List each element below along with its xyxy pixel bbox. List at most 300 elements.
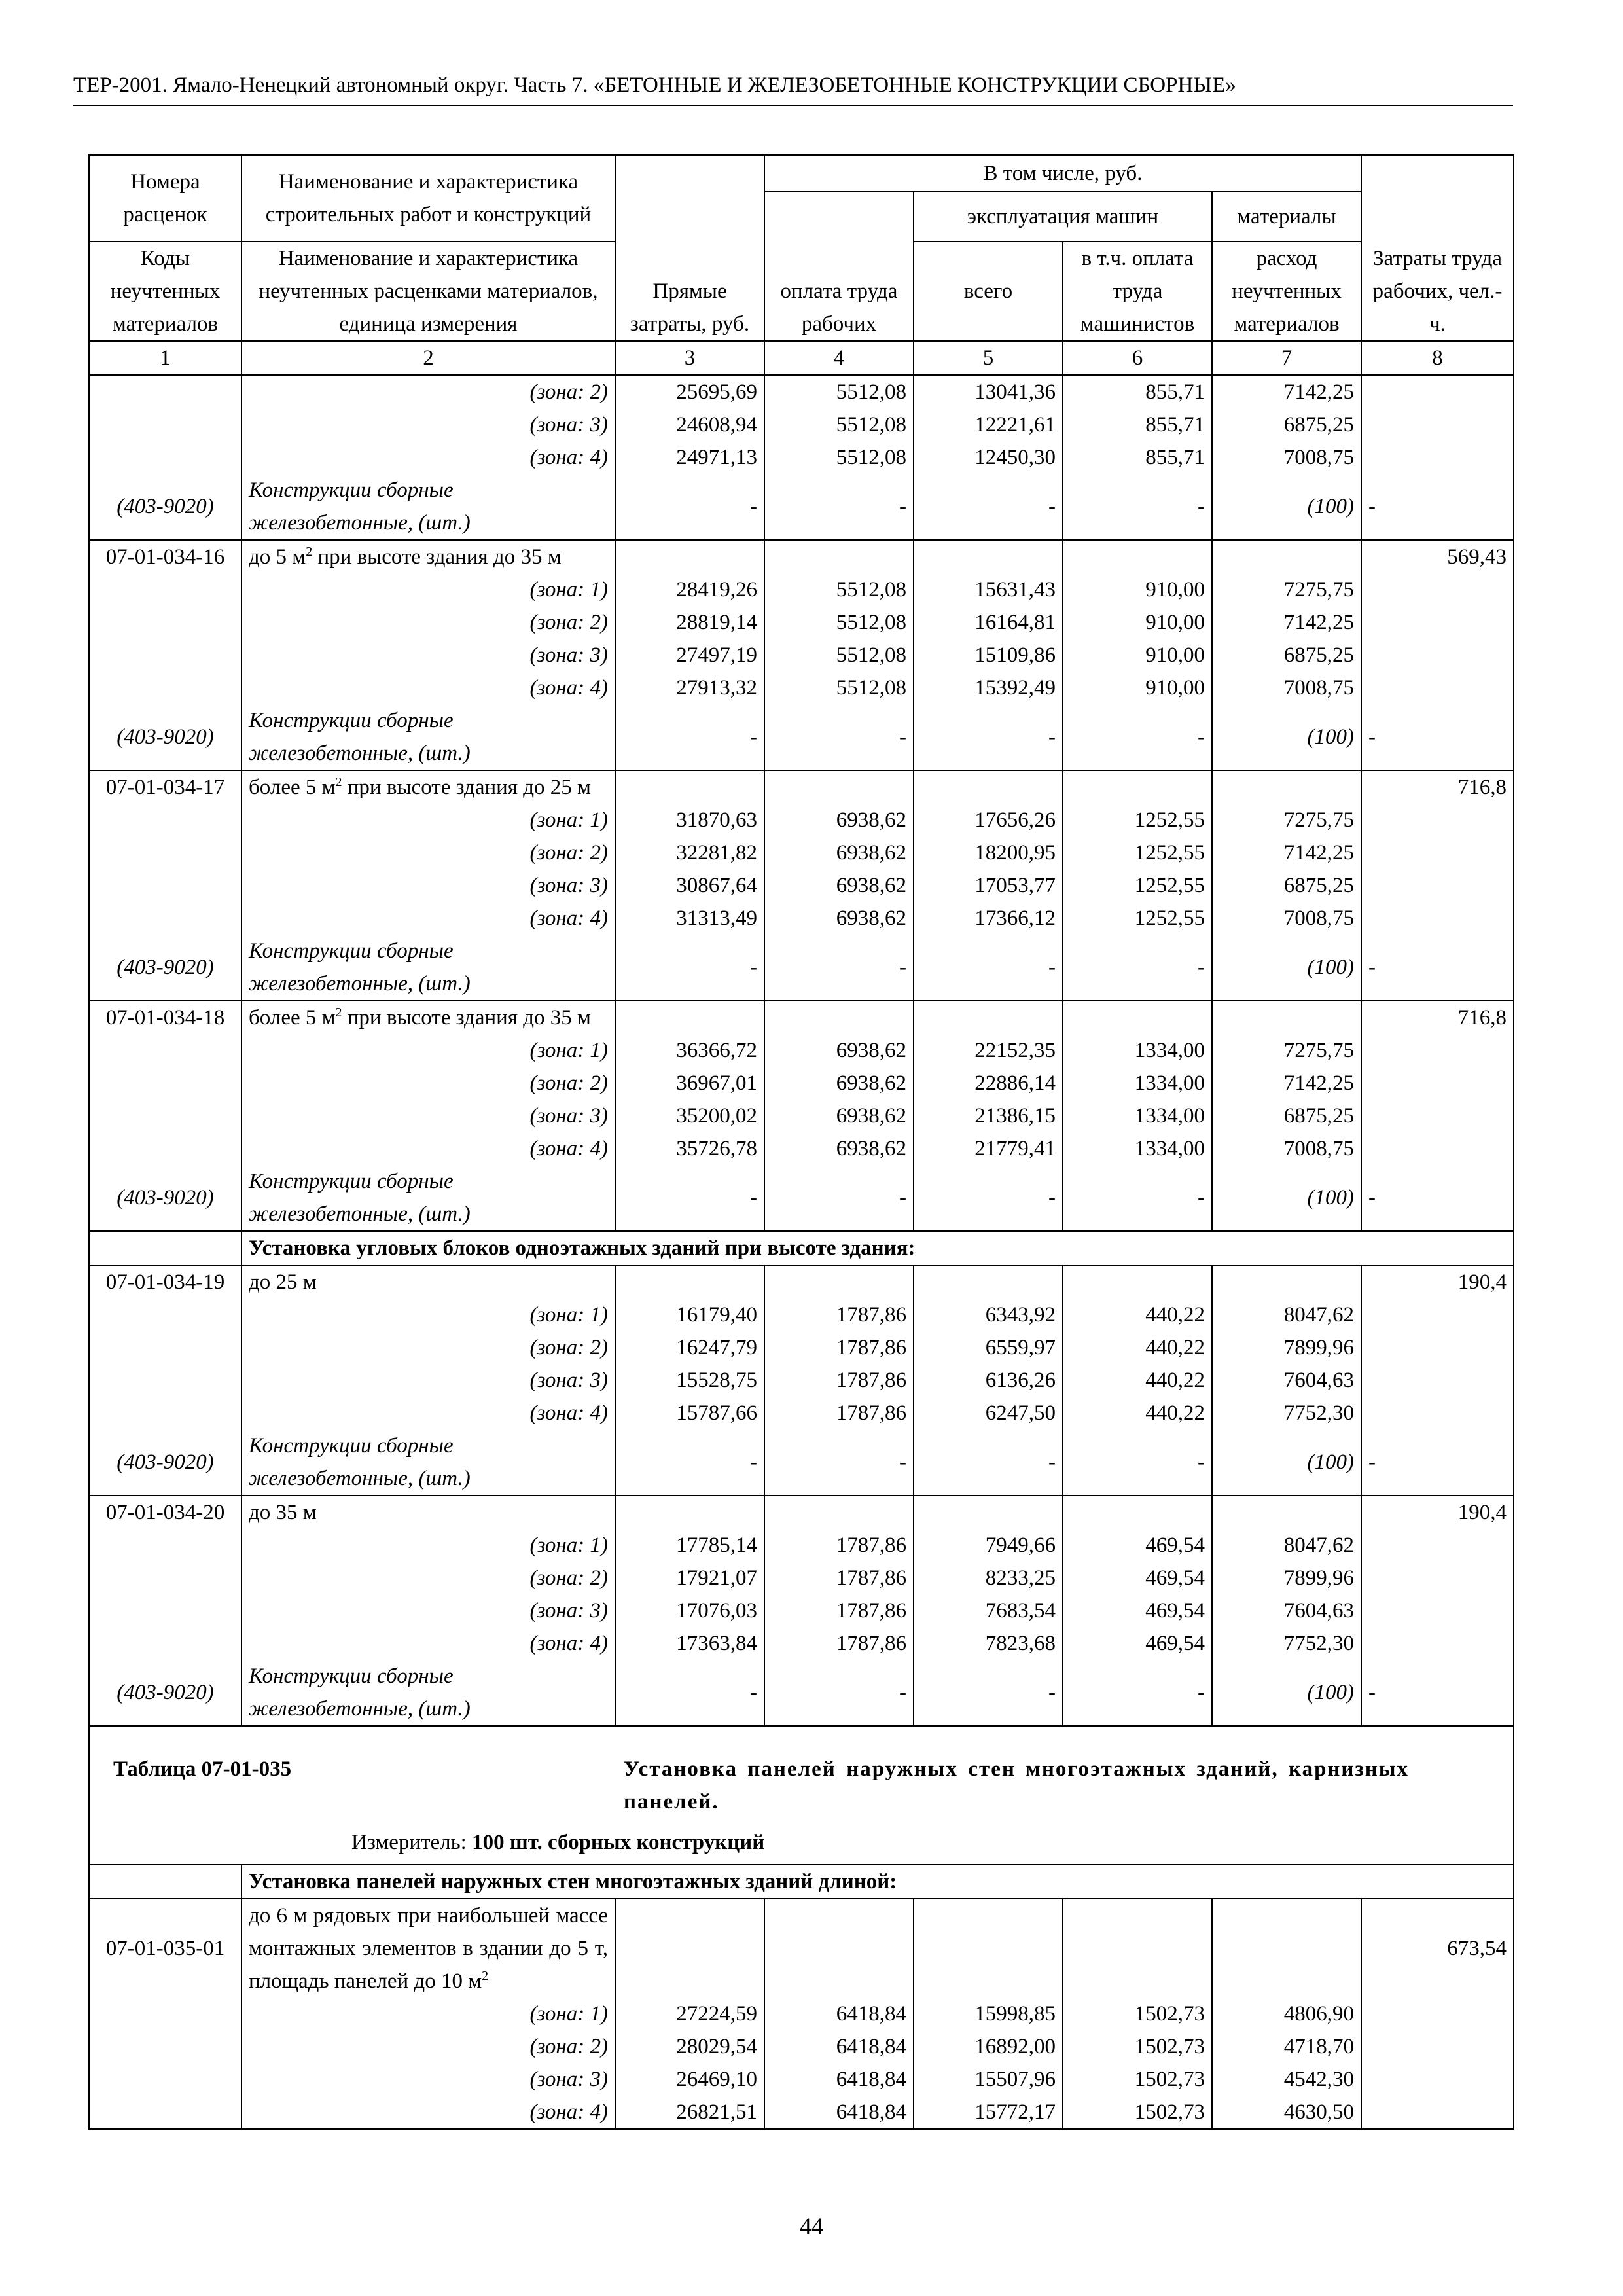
- machinist-pay: 469,54: [1063, 1627, 1212, 1660]
- machines-total: 15631,43: [914, 573, 1063, 606]
- column-number: 7: [1212, 341, 1361, 375]
- materials-cost: 7008,75: [1212, 1132, 1361, 1165]
- table-row: [89, 704, 1514, 770]
- empty-cell: [89, 836, 241, 869]
- machines-total: 7823,68: [914, 1627, 1063, 1660]
- materials-cost: 7142,25: [1212, 1067, 1361, 1100]
- machines-total: 22152,35: [914, 1034, 1063, 1067]
- empty-cell: [1361, 1132, 1514, 1165]
- table-title-block: [89, 1726, 1514, 1865]
- empty-cell: [89, 1100, 241, 1132]
- empty-cell: [1361, 836, 1514, 869]
- empty-cell: [615, 540, 764, 573]
- machines-total: 17053,77: [914, 869, 1063, 902]
- labor-pay: 1787,86: [764, 1331, 914, 1364]
- empty-cell: [1361, 1364, 1514, 1397]
- zone-label: (зона: 1): [241, 1299, 615, 1331]
- material-code: (403-9020): [89, 704, 241, 770]
- material-dash-direct: -: [615, 1660, 764, 1726]
- direct-cost: 24608,94: [615, 408, 764, 441]
- zone-label: (зона: 1): [241, 573, 615, 606]
- table-row: [89, 1496, 1514, 1529]
- labor-pay: 1787,86: [764, 1562, 914, 1594]
- table-row: [89, 1660, 1514, 1726]
- materials-cost: 4718,70: [1212, 2030, 1361, 2063]
- labor-pay: 6418,84: [764, 2030, 914, 2063]
- labor-pay: 6938,62: [764, 902, 914, 935]
- machines-total: 16892,00: [914, 2030, 1063, 2063]
- table-row: [89, 1364, 1514, 1397]
- material-dash-direct: -: [615, 474, 764, 540]
- zone-label: (зона: 2): [241, 2030, 615, 2063]
- empty-cell: [89, 1231, 241, 1265]
- empty-cell: [1212, 1496, 1361, 1529]
- empty-cell: [764, 1899, 914, 1998]
- labor-pay: 5512,08: [764, 573, 914, 606]
- table-row: [89, 770, 1514, 804]
- column-number: 4: [764, 341, 914, 375]
- material-dash-labor: -: [764, 704, 914, 770]
- machinist-pay: 910,00: [1063, 573, 1212, 606]
- machinist-pay: 1502,73: [1063, 2096, 1212, 2129]
- labor-pay: 6418,84: [764, 2063, 914, 2096]
- material-dash-labor-hours: -: [1361, 1660, 1514, 1726]
- zone-label: (зона: 4): [241, 2096, 615, 2129]
- empty-cell: [89, 804, 241, 836]
- machines-total: 15507,96: [914, 2063, 1063, 2096]
- material-dash-labor-hours: -: [1361, 935, 1514, 1001]
- empty-cell: [1361, 1034, 1514, 1067]
- col2a-header: Наименование и характеристика строительных работ и конструкций: [241, 155, 615, 242]
- empty-cell: [1361, 375, 1514, 408]
- direct-cost: 28419,26: [615, 573, 764, 606]
- materials-cost: 7142,25: [1212, 606, 1361, 639]
- empty-cell: [1361, 672, 1514, 704]
- empty-cell: [89, 1562, 241, 1594]
- unit-label: Измеритель:: [351, 1831, 473, 1854]
- materials-cost: 6875,25: [1212, 408, 1361, 441]
- table-row: [89, 1899, 1514, 1998]
- table-row: [89, 1331, 1514, 1364]
- empty-cell: [89, 902, 241, 935]
- direct-cost: 32281,82: [615, 836, 764, 869]
- table-row: [89, 1865, 1514, 1899]
- direct-cost: 28819,14: [615, 606, 764, 639]
- column-number: 5: [914, 341, 1063, 375]
- material-amount: (100): [1212, 1429, 1361, 1496]
- col2b-header: Наименование и характеристика неучтенных расценками материалов, единица измерения: [241, 242, 615, 341]
- material-dash-labor: -: [764, 935, 914, 1001]
- empty-cell: [764, 540, 914, 573]
- machinist-pay: 855,71: [1063, 441, 1212, 474]
- direct-cost: 31313,49: [615, 902, 764, 935]
- labor-pay: 6938,62: [764, 1034, 914, 1067]
- direct-cost: 25695,69: [615, 375, 764, 408]
- col6-header: в т.ч. оплата труда машинистов: [1063, 242, 1212, 341]
- machines-total: 6247,50: [914, 1397, 1063, 1429]
- labor-pay: 5512,08: [764, 672, 914, 704]
- empty-cell: [1361, 606, 1514, 639]
- empty-cell: [764, 770, 914, 804]
- material-dash-machines: -: [914, 1429, 1063, 1496]
- machines-header: эксплуатация машин: [914, 192, 1212, 242]
- empty-cell: [89, 2096, 241, 2129]
- direct-cost: 35726,78: [615, 1132, 764, 1165]
- materials-cost: 7008,75: [1212, 672, 1361, 704]
- machines-total: 7683,54: [914, 1594, 1063, 1627]
- table-row: [89, 1627, 1514, 1660]
- machinist-pay: 469,54: [1063, 1562, 1212, 1594]
- labor-hours: 673,54: [1361, 1899, 1514, 1998]
- col8-header: Затраты труда рабочих, чел.-ч.: [1361, 155, 1514, 341]
- empty-cell: [89, 1998, 241, 2030]
- table-row: [89, 836, 1514, 869]
- direct-cost: 36366,72: [615, 1034, 764, 1067]
- empty-cell: [89, 1594, 241, 1627]
- table-row: [89, 639, 1514, 672]
- table-row: [89, 540, 1514, 573]
- material-amount: (100): [1212, 704, 1361, 770]
- rate-code: 07-01-034-20: [89, 1496, 241, 1529]
- material-name: Конструкции сборные железобетонные, (шт.): [241, 1660, 615, 1726]
- material-dash-machinist: -: [1063, 1165, 1212, 1231]
- table-row: [89, 804, 1514, 836]
- incl-header: В том числе, руб.: [764, 155, 1361, 192]
- labor-pay: 6938,62: [764, 1100, 914, 1132]
- material-dash-machines: -: [914, 474, 1063, 540]
- machines-total: 21779,41: [914, 1132, 1063, 1165]
- table-row: [89, 1594, 1514, 1627]
- materials-cost: 7275,75: [1212, 804, 1361, 836]
- empty-cell: [1063, 540, 1212, 573]
- table-row: [89, 2096, 1514, 2129]
- material-name: Конструкции сборные железобетонные, (шт.): [241, 935, 615, 1001]
- direct-cost: 26469,10: [615, 2063, 764, 2096]
- material-dash-machinist: -: [1063, 1660, 1212, 1726]
- labor-pay: 1787,86: [764, 1627, 914, 1660]
- material-amount: (100): [1212, 474, 1361, 540]
- desc-text: до 5 м: [249, 545, 306, 569]
- empty-cell: [615, 1001, 764, 1034]
- machinist-pay: 1334,00: [1063, 1100, 1212, 1132]
- materials-cost: 7604,63: [1212, 1364, 1361, 1397]
- column-number: 2: [241, 341, 615, 375]
- material-amount: (100): [1212, 935, 1361, 1001]
- material-name: Конструкции сборные железобетонные, (шт.): [241, 474, 615, 540]
- material-dash-direct: -: [615, 935, 764, 1001]
- column-number: 1: [89, 341, 241, 375]
- machines-total: 18200,95: [914, 836, 1063, 869]
- empty-cell: [615, 1265, 764, 1299]
- zone-label: (зона: 3): [241, 1100, 615, 1132]
- material-code: (403-9020): [89, 1660, 241, 1726]
- table-row: [89, 1397, 1514, 1429]
- rate-code: 07-01-035-01: [89, 1899, 241, 1998]
- empty-cell: [89, 375, 241, 408]
- material-dash-machines: -: [914, 935, 1063, 1001]
- table-row: [89, 2063, 1514, 2096]
- empty-cell: [89, 1865, 241, 1899]
- direct-cost: 16247,79: [615, 1331, 764, 1364]
- empty-cell: [1361, 1627, 1514, 1660]
- rate-code: 07-01-034-18: [89, 1001, 241, 1034]
- empty-cell: [1361, 1100, 1514, 1132]
- table-row: [89, 1231, 1514, 1265]
- rate-description: [241, 1001, 615, 1034]
- material-dash-labor: -: [764, 1660, 914, 1726]
- direct-cost: 26821,51: [615, 2096, 764, 2129]
- material-dash-labor-hours: -: [1361, 1165, 1514, 1231]
- desc-text: более 5 м: [249, 776, 336, 799]
- material-dash-machinist: -: [1063, 474, 1212, 540]
- machines-total: 15392,49: [914, 672, 1063, 704]
- unit-line: [96, 1818, 1507, 1864]
- materials-cost: 7604,63: [1212, 1594, 1361, 1627]
- desc-text-end: при высоте здания до 35 м: [342, 1006, 591, 1030]
- column-number: 6: [1063, 341, 1212, 375]
- direct-cost: 28029,54: [615, 2030, 764, 2063]
- materials-cost: 4806,90: [1212, 1998, 1361, 2030]
- table-row: [89, 408, 1514, 441]
- rate-code: 07-01-034-19: [89, 1265, 241, 1299]
- empty-cell: [1361, 639, 1514, 672]
- zone-label: (зона: 1): [241, 1529, 615, 1562]
- rate-description: [241, 770, 615, 804]
- table-row: [89, 672, 1514, 704]
- desc-text-end: при высоте здания до 25 м: [342, 776, 591, 799]
- empty-cell: [89, 2063, 241, 2096]
- material-dash-machines: -: [914, 704, 1063, 770]
- materials-cost: 6875,25: [1212, 869, 1361, 902]
- materials-cost: 7275,75: [1212, 573, 1361, 606]
- zone-label: (зона: 3): [241, 2063, 615, 2096]
- zone-label: (зона: 4): [241, 1397, 615, 1429]
- zone-label: (зона: 3): [241, 408, 615, 441]
- direct-cost: 17076,03: [615, 1594, 764, 1627]
- empty-cell: [1361, 441, 1514, 474]
- machines-total: 15109,86: [914, 639, 1063, 672]
- machines-total: 7949,66: [914, 1529, 1063, 1562]
- empty-cell: [89, 672, 241, 704]
- empty-cell: [1063, 770, 1212, 804]
- zone-label: (зона: 4): [241, 1627, 615, 1660]
- machinist-pay: 1334,00: [1063, 1132, 1212, 1165]
- empty-cell: [89, 606, 241, 639]
- direct-cost: 30867,64: [615, 869, 764, 902]
- column-number: 3: [615, 341, 764, 375]
- empty-cell: [914, 1001, 1063, 1034]
- empty-cell: [89, 1067, 241, 1100]
- materials-cost: 8047,62: [1212, 1529, 1361, 1562]
- material-dash-machinist: -: [1063, 704, 1212, 770]
- direct-cost: 27497,19: [615, 639, 764, 672]
- col5-header: всего: [914, 242, 1063, 341]
- desc-superscript: 2: [482, 1969, 489, 1983]
- empty-cell: [1212, 1001, 1361, 1034]
- table-row: [89, 1165, 1514, 1231]
- labor-pay: 1787,86: [764, 1594, 914, 1627]
- material-dash-labor: -: [764, 1429, 914, 1496]
- direct-cost: 27224,59: [615, 1998, 764, 2030]
- materials-cost: 7275,75: [1212, 1034, 1361, 1067]
- material-dash-machines: -: [914, 1165, 1063, 1231]
- table-row: [89, 1100, 1514, 1132]
- labor-pay: 6418,84: [764, 1998, 914, 2030]
- materials-cost: 7899,96: [1212, 1562, 1361, 1594]
- empty-cell: [1361, 1397, 1514, 1429]
- table-title: Установка панелей наружных стен многоэтажных зданий, карнизных панелей.: [624, 1757, 1409, 1814]
- zone-label: (зона: 4): [241, 441, 615, 474]
- machines-total: 22886,14: [914, 1067, 1063, 1100]
- labor-pay: 5512,08: [764, 606, 914, 639]
- machinist-pay: 1334,00: [1063, 1067, 1212, 1100]
- zone-label: (зона: 2): [241, 1331, 615, 1364]
- empty-cell: [89, 573, 241, 606]
- empty-cell: [914, 540, 1063, 573]
- table-row: [89, 1265, 1514, 1299]
- labor-hours: 716,8: [1361, 1001, 1514, 1034]
- direct-cost: 16179,40: [615, 1299, 764, 1331]
- empty-cell: [1361, 1998, 1514, 2030]
- labor-hours: 716,8: [1361, 770, 1514, 804]
- empty-cell: [1063, 1001, 1212, 1034]
- table-row: [89, 1067, 1514, 1100]
- machinist-pay: 1252,55: [1063, 902, 1212, 935]
- desc-text: более 5 м: [249, 1006, 336, 1030]
- machinist-pay: 1252,55: [1063, 869, 1212, 902]
- desc-text: до 6 м рядовых при наибольшей массе монтажных элементов в здании до 5 т, площадь панелей до 10 м: [249, 1904, 608, 1993]
- material-dash-machinist: -: [1063, 935, 1212, 1001]
- header-rule: [73, 105, 1513, 106]
- machinist-pay: 855,71: [1063, 408, 1212, 441]
- machines-total: 17656,26: [914, 804, 1063, 836]
- materials-cost: 7142,25: [1212, 836, 1361, 869]
- material-amount: (100): [1212, 1165, 1361, 1231]
- machinist-pay: 1502,73: [1063, 2063, 1212, 2096]
- table-row: [89, 869, 1514, 902]
- empty-cell: [89, 639, 241, 672]
- zone-label: (зона: 3): [241, 1594, 615, 1627]
- materials-cost: 7899,96: [1212, 1331, 1361, 1364]
- empty-cell: [1212, 1899, 1361, 1998]
- material-code: (403-9020): [89, 1165, 241, 1231]
- empty-cell: [89, 869, 241, 902]
- empty-cell: [1361, 1594, 1514, 1627]
- empty-cell: [1212, 770, 1361, 804]
- table-row: [89, 1726, 1514, 1865]
- zone-label: (зона: 2): [241, 375, 615, 408]
- empty-cell: [615, 1496, 764, 1529]
- empty-cell: [1063, 1899, 1212, 1998]
- labor-pay: 5512,08: [764, 441, 914, 474]
- materials-header: материалы: [1212, 192, 1361, 242]
- empty-cell: [914, 1265, 1063, 1299]
- labor-pay: 1787,86: [764, 1364, 914, 1397]
- material-dash-labor: -: [764, 1165, 914, 1231]
- empty-cell: [89, 408, 241, 441]
- empty-cell: [1361, 902, 1514, 935]
- material-dash-direct: -: [615, 1165, 764, 1231]
- rate-code: 07-01-034-17: [89, 770, 241, 804]
- col1b-header: Коды неучтенных материалов: [89, 242, 241, 341]
- empty-cell: [1063, 1496, 1212, 1529]
- page-header: ТЕР-2001. Ямало-Ненецкий автономный округ. Часть 7. «БЕТОННЫЕ И ЖЕЛЕЗОБЕТОННЫЕ КОНСТРУКЦИИ СБОРНЫЕ»: [73, 73, 1236, 97]
- labor-hours: 190,4: [1361, 1496, 1514, 1529]
- labor-pay: 5512,08: [764, 408, 914, 441]
- empty-cell: [1361, 408, 1514, 441]
- material-dash-labor: -: [764, 474, 914, 540]
- empty-cell: [1361, 869, 1514, 902]
- labor-pay: 5512,08: [764, 375, 914, 408]
- col4-header: оплата труда рабочих: [764, 192, 914, 341]
- empty-cell: [615, 770, 764, 804]
- section-heading-035: Установка панелей наружных стен многоэтажных зданий длиной:: [241, 1865, 1514, 1899]
- empty-cell: [1361, 2030, 1514, 2063]
- empty-cell: [89, 1627, 241, 1660]
- machines-total: 12450,30: [914, 441, 1063, 474]
- empty-cell: [89, 1299, 241, 1331]
- material-name: Конструкции сборные железобетонные, (шт.): [241, 1165, 615, 1231]
- machinist-pay: 1502,73: [1063, 2030, 1212, 2063]
- material-dash-labor-hours: -: [1361, 1429, 1514, 1496]
- empty-cell: [914, 1496, 1063, 1529]
- table-row: [89, 935, 1514, 1001]
- labor-pay: 6938,62: [764, 1067, 914, 1100]
- zone-label: (зона: 1): [241, 804, 615, 836]
- machines-total: 8233,25: [914, 1562, 1063, 1594]
- rate-description: до 25 м: [241, 1265, 615, 1299]
- machines-total: 12221,61: [914, 408, 1063, 441]
- machinist-pay: 910,00: [1063, 639, 1212, 672]
- labor-pay: 6418,84: [764, 2096, 914, 2129]
- table-row: [89, 1034, 1514, 1067]
- machinist-pay: 440,22: [1063, 1331, 1212, 1364]
- zone-label: (зона: 2): [241, 1067, 615, 1100]
- machines-total: 15772,17: [914, 2096, 1063, 2129]
- empty-cell: [1361, 1299, 1514, 1331]
- machinist-pay: 440,22: [1063, 1397, 1212, 1429]
- machinist-pay: 1334,00: [1063, 1034, 1212, 1067]
- rates-table: [88, 154, 1514, 2130]
- materials-cost: 4542,30: [1212, 2063, 1361, 2096]
- machinist-pay: 910,00: [1063, 672, 1212, 704]
- direct-cost: 17363,84: [615, 1627, 764, 1660]
- material-dash-direct: -: [615, 704, 764, 770]
- direct-cost: 24971,13: [615, 441, 764, 474]
- machines-total: 6559,97: [914, 1331, 1063, 1364]
- desc-superscript: 2: [335, 775, 342, 789]
- labor-pay: 6938,62: [764, 804, 914, 836]
- zone-label: (зона: 1): [241, 1034, 615, 1067]
- machines-total: 6136,26: [914, 1364, 1063, 1397]
- material-code: (403-9020): [89, 474, 241, 540]
- material-dash-labor-hours: -: [1361, 474, 1514, 540]
- materials-cost: 6875,25: [1212, 1100, 1361, 1132]
- desc-superscript: 2: [306, 545, 313, 559]
- material-dash-machinist: -: [1063, 1429, 1212, 1496]
- empty-cell: [1361, 573, 1514, 606]
- materials-cost: 7008,75: [1212, 441, 1361, 474]
- labor-pay: 5512,08: [764, 639, 914, 672]
- table-row: [89, 2030, 1514, 2063]
- empty-cell: [615, 1899, 764, 1998]
- zone-label: (зона: 1): [241, 1998, 615, 2030]
- direct-cost: 17785,14: [615, 1529, 764, 1562]
- machinist-pay: 440,22: [1063, 1364, 1212, 1397]
- table-row: [89, 606, 1514, 639]
- direct-cost: 36967,01: [615, 1067, 764, 1100]
- labor-pay: 1787,86: [764, 1299, 914, 1331]
